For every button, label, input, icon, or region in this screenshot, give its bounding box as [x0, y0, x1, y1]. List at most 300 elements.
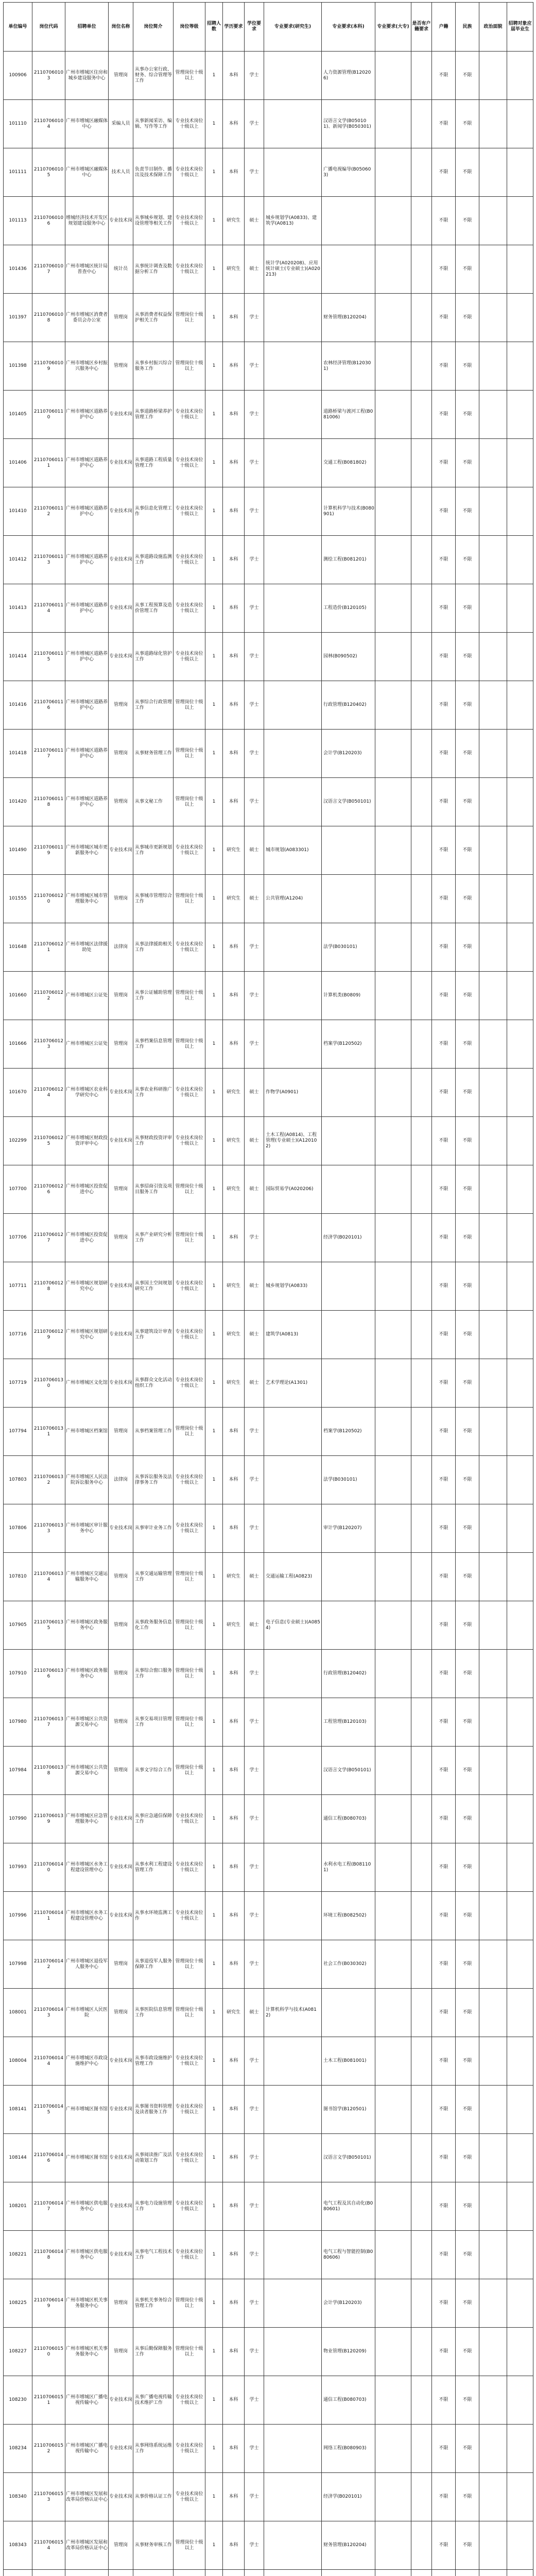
cell-fresh — [507, 1214, 533, 1262]
cell-hukou — [411, 1359, 432, 1408]
cell-unit-no: 108225 — [4, 2279, 32, 2328]
cell-hukou — [411, 2376, 432, 2425]
cell-edu: 研究生 — [223, 1165, 245, 1214]
cell-post-code: 21107060147 — [32, 2182, 65, 2231]
cell-post-code: 21107060109 — [32, 342, 65, 391]
cell-major-col — [375, 1359, 411, 1408]
cell-level: 管理岗位十级以上 — [174, 730, 205, 778]
table-row — [4, 2037, 533, 2086]
cell-post-code: 21107060118 — [32, 778, 65, 826]
cell-count: 1 — [205, 439, 223, 487]
cell-unit-no: 108144 — [4, 2134, 32, 2182]
cell-politics — [479, 1989, 507, 2037]
cell-employer: 广州市增城区道路养护中心 — [65, 487, 109, 536]
cell-employer: 广州市增城区广播电视传输中心 — [65, 2425, 109, 2473]
cell-post-code: 21107060121 — [32, 923, 65, 972]
header-ethnicity: 民族 — [456, 3, 479, 52]
cell-count: 1 — [205, 633, 223, 681]
header-major-college: 专业要求(大专) — [375, 3, 411, 52]
cell-level: 专业技术岗位十级以上 — [174, 1795, 205, 1843]
cell-hukou — [411, 1456, 432, 1504]
cell-degree: 硕士 — [245, 826, 264, 875]
table-row — [4, 1747, 533, 1795]
cell-fresh — [507, 100, 533, 148]
cell-major-grad — [264, 2182, 322, 2231]
table-header-row — [4, 3, 533, 52]
cell-huji: 不限 — [432, 1311, 456, 1359]
cell-unit-no: 101111 — [4, 148, 32, 197]
cell-edu: 本科 — [223, 1698, 245, 1747]
cell-unit-no: 101418 — [4, 730, 32, 778]
cell-count: 1 — [205, 1165, 223, 1214]
cell-major-col — [375, 2231, 411, 2279]
cell-employer: 广州市增城区市政设施维护中心 — [65, 2037, 109, 2086]
cell-politics — [479, 1843, 507, 1892]
table-row — [4, 2570, 533, 2576]
cell-huji: 不限 — [432, 439, 456, 487]
table-row — [4, 100, 533, 148]
cell-hukou — [411, 1069, 432, 1117]
cell-employer: 广州市增城区统计局普查中心 — [65, 245, 109, 294]
cell-major-col — [375, 1165, 411, 1214]
cell-edu: 研究生 — [223, 197, 245, 245]
cell-intro: 从事财务审核工作 — [133, 2521, 174, 2570]
cell-major-col — [375, 1311, 411, 1359]
cell-edu: 研究生 — [223, 1069, 245, 1117]
cell-post: 专业技术岗 — [109, 2086, 133, 2134]
cell-post-code: 21107060111 — [32, 439, 65, 487]
cell-huji: 不限 — [432, 487, 456, 536]
cell-huji: 不限 — [432, 1795, 456, 1843]
cell-post-code: 21107060128 — [32, 1262, 65, 1311]
cell-post-code: 21107060133 — [32, 1504, 65, 1553]
cell-huji: 不限 — [432, 1504, 456, 1553]
table-row — [4, 245, 533, 294]
cell-major-col — [375, 1601, 411, 1650]
cell-edu — [223, 2570, 245, 2576]
cell-intro: 从事消费者权益保护相关工作 — [133, 294, 174, 342]
cell-major-ug — [322, 1069, 375, 1117]
cell-nation: 不限 — [456, 245, 479, 294]
cell-level: 专业技术岗位十级以上 — [174, 1359, 205, 1408]
cell-unit-no: 101436 — [4, 245, 32, 294]
cell-hukou — [411, 487, 432, 536]
cell-major-ug: 经济学(B020101) — [322, 1214, 375, 1262]
cell-employer: 广州市增城区机关事务服务中心 — [65, 2279, 109, 2328]
cell-hukou — [411, 439, 432, 487]
cell-nation: 不限 — [456, 2037, 479, 2086]
cell-edu: 本科 — [223, 1408, 245, 1456]
cell-intro: 从事交易项目管理工作 — [133, 1698, 174, 1747]
cell-major-ug: 审计学(B120207) — [322, 1504, 375, 1553]
cell-unit-no: 101410 — [4, 487, 32, 536]
cell-level: 管理岗位十级以上 — [174, 1940, 205, 1989]
cell-hukou — [411, 1408, 432, 1456]
cell-major-grad — [264, 972, 322, 1020]
cell-hukou — [411, 826, 432, 875]
cell-unit-no: 101660 — [4, 972, 32, 1020]
cell-degree: 学士 — [245, 1020, 264, 1069]
cell-post: 专业技术岗 — [109, 633, 133, 681]
cell-politics — [479, 1795, 507, 1843]
cell-edu: 研究生 — [223, 1553, 245, 1601]
cell-major-grad — [264, 439, 322, 487]
cell-intro: 从事财务管理工作 — [133, 730, 174, 778]
cell-post: 管理岗 — [109, 1698, 133, 1747]
cell-level — [174, 2570, 205, 2576]
cell-employer: 广州市增城区人民医院 — [65, 1989, 109, 2037]
cell-unit-no: 108340 — [4, 2473, 32, 2521]
cell-unit-no: 107794 — [4, 1408, 32, 1456]
cell-politics — [479, 2134, 507, 2182]
cell-huji: 不限 — [432, 52, 456, 100]
cell-nation: 不限 — [456, 1553, 479, 1601]
cell-count: 1 — [205, 730, 223, 778]
cell-major-ug — [322, 1359, 375, 1408]
cell-count: 1 — [205, 826, 223, 875]
cell-hukou — [411, 1117, 432, 1165]
cell-huji: 不限 — [432, 2279, 456, 2328]
cell-politics — [479, 148, 507, 197]
cell-nation: 不限 — [456, 972, 479, 1020]
cell-major-col — [375, 2134, 411, 2182]
cell-level: 管理岗位十级以上 — [174, 1020, 205, 1069]
cell-level: 管理岗位十级以上 — [174, 1214, 205, 1262]
cell-post-code: 21107060150 — [32, 2328, 65, 2376]
cell-intro: 从事机关事务综合管理工作 — [133, 2279, 174, 2328]
cell-fresh — [507, 2376, 533, 2425]
cell-huji: 不限 — [432, 1165, 456, 1214]
cell-fresh — [507, 487, 533, 536]
cell-fresh — [507, 2570, 533, 2576]
cell-huji: 不限 — [432, 2134, 456, 2182]
table-row — [4, 1940, 533, 1989]
table-row — [4, 1601, 533, 1650]
cell-major-ug — [322, 1553, 375, 1601]
cell-huji: 不限 — [432, 875, 456, 923]
cell-huji: 不限 — [432, 2376, 456, 2425]
cell-count: 1 — [205, 1262, 223, 1311]
cell-huji: 不限 — [432, 2037, 456, 2086]
cell-post: 管理岗 — [109, 681, 133, 730]
cell-degree: 学士 — [245, 2328, 264, 2376]
cell-level: 管理岗位十级以上 — [174, 1698, 205, 1747]
cell-nation — [456, 2570, 479, 2576]
cell-nation: 不限 — [456, 826, 479, 875]
cell-degree: 学士 — [245, 730, 264, 778]
cell-employer: 广州市增城区公证处 — [65, 972, 109, 1020]
cell-huji: 不限 — [432, 1650, 456, 1698]
cell-hukou — [411, 2037, 432, 2086]
cell-count: 1 — [205, 1843, 223, 1892]
cell-major-col — [375, 1020, 411, 1069]
cell-post-code: 21107060112 — [32, 487, 65, 536]
cell-hukou — [411, 2231, 432, 2279]
cell-politics — [479, 2231, 507, 2279]
table-row — [4, 342, 533, 391]
table-row — [4, 2231, 533, 2279]
cell-post: 管理岗 — [109, 1553, 133, 1601]
cell-fresh — [507, 245, 533, 294]
cell-nation: 不限 — [456, 923, 479, 972]
cell-edu: 本科 — [223, 2086, 245, 2134]
cell-edu: 本科 — [223, 2134, 245, 2182]
table-row — [4, 1989, 533, 2037]
cell-politics — [479, 1940, 507, 1989]
cell-nation: 不限 — [456, 2182, 479, 2231]
cell-huji: 不限 — [432, 1359, 456, 1408]
cell-post: 专业技术岗 — [109, 1069, 133, 1117]
cell-huji: 不限 — [432, 1553, 456, 1601]
cell-intro: 从事道路工程质量管理工作 — [133, 439, 174, 487]
cell-major-grad — [264, 2037, 322, 2086]
cell-level: 管理岗位十级以上 — [174, 972, 205, 1020]
cell-fresh — [507, 2037, 533, 2086]
cell-level: 专业技术岗位十级以上 — [174, 1843, 205, 1892]
cell-intro: 从事档案管理工作 — [133, 1408, 174, 1456]
cell-major-col — [375, 1989, 411, 2037]
table-row — [4, 2182, 533, 2231]
cell-major-ug: 物业管理(B120209) — [322, 2328, 375, 2376]
cell-employer: 广州市增城区住房和城乡建设服务中心 — [65, 52, 109, 100]
cell-major-col — [375, 245, 411, 294]
cell-edu: 本科 — [223, 294, 245, 342]
cell-politics — [479, 2086, 507, 2134]
cell-hukou — [411, 391, 432, 439]
cell-intro: 从事电力设施管理工作 — [133, 2182, 174, 2231]
table-row — [4, 197, 533, 245]
cell-major-ug: 水利水电工程(B081101) — [322, 1843, 375, 1892]
cell-fresh — [507, 972, 533, 1020]
cell-unit-no: 108343 — [4, 2521, 32, 2570]
cell-huji: 不限 — [432, 2086, 456, 2134]
cell-intro: 从事国土空间规划研究工作 — [133, 1262, 174, 1311]
cell-major-ug: 法学(B030101) — [322, 923, 375, 972]
cell-fresh — [507, 633, 533, 681]
cell-major-ug: 园林(B090502) — [322, 633, 375, 681]
cell-major-grad — [264, 1408, 322, 1456]
cell-major-col — [375, 2037, 411, 2086]
cell-post-code: 21107060104 — [32, 100, 65, 148]
cell-count: 1 — [205, 391, 223, 439]
cell-edu: 本科 — [223, 1892, 245, 1940]
cell-hukou — [411, 1940, 432, 1989]
cell-fresh — [507, 584, 533, 633]
cell-politics — [479, 1020, 507, 1069]
cell-intro: 从事产业研究分析工作 — [133, 1214, 174, 1262]
cell-major-ug: 财务管理(B120204) — [322, 2521, 375, 2570]
cell-major-ug: 通信工程(B080703) — [322, 2376, 375, 2425]
cell-huji: 不限 — [432, 1262, 456, 1311]
cell-unit-no: 107984 — [4, 1747, 32, 1795]
cell-employer: 广州市增城区农业科学研究中心 — [65, 1069, 109, 1117]
cell-level: 专业技术岗位十级以上 — [174, 2134, 205, 2182]
cell-count: 1 — [205, 2231, 223, 2279]
cell-nation: 不限 — [456, 1698, 479, 1747]
cell-major-col — [375, 1504, 411, 1553]
cell-count: 1 — [205, 197, 223, 245]
cell-major-ug: 社会工作(B030302) — [322, 1940, 375, 1989]
cell-degree: 硕士 — [245, 1311, 264, 1359]
cell-hukou — [411, 294, 432, 342]
cell-unit-no: 101412 — [4, 536, 32, 584]
cell-fresh — [507, 197, 533, 245]
cell-nation: 不限 — [456, 100, 479, 148]
cell-degree: 学士 — [245, 487, 264, 536]
cell-post-code: 21107060105 — [32, 148, 65, 197]
table-row — [4, 923, 533, 972]
cell-intro: 从事工程预算及造价管理工作 — [133, 584, 174, 633]
cell-level: 专业技术岗位十级以上 — [174, 536, 205, 584]
cell-unit-no: 101490 — [4, 826, 32, 875]
cell-edu: 本科 — [223, 633, 245, 681]
cell-huji: 不限 — [432, 1117, 456, 1165]
cell-post: 法律岗 — [109, 923, 133, 972]
header-post-intro: 岗位简介 — [133, 3, 174, 52]
cell-employer: 广州市增城区道路养护中心 — [65, 536, 109, 584]
cell-major-ug: 测绘工程(B081201) — [322, 536, 375, 584]
cell-politics — [479, 2570, 507, 2576]
cell-intro: 从事网络系统运维工作 — [133, 2425, 174, 2473]
cell-level: 管理岗位十级以上 — [174, 1989, 205, 2037]
cell-edu: 本科 — [223, 1795, 245, 1843]
cell-post-code: 21107060113 — [32, 536, 65, 584]
cell-politics — [479, 1359, 507, 1408]
cell-edu: 本科 — [223, 778, 245, 826]
cell-intro: 从事价格认证工作 — [133, 2473, 174, 2521]
cell-politics — [479, 536, 507, 584]
cell-nation: 不限 — [456, 1117, 479, 1165]
table-row — [4, 972, 533, 1020]
cell-politics — [479, 1262, 507, 1311]
cell-major-ug: 汉语言文学(B050101) — [322, 1747, 375, 1795]
cell-major-col — [375, 1408, 411, 1456]
cell-politics — [479, 2425, 507, 2473]
cell-major-grad — [264, 148, 322, 197]
cell-count: 1 — [205, 342, 223, 391]
cell-nation: 不限 — [456, 1795, 479, 1843]
header-employer: 招聘单位 — [65, 3, 109, 52]
cell-fresh — [507, 1795, 533, 1843]
cell-major-grad — [264, 1843, 322, 1892]
cell-fresh — [507, 1989, 533, 2037]
cell-politics — [479, 294, 507, 342]
cell-hukou — [411, 778, 432, 826]
cell-employer: 广州市增城区法律援助处 — [65, 923, 109, 972]
cell-politics — [479, 778, 507, 826]
cell-hukou — [411, 245, 432, 294]
cell-intro: 从事信息化管理工作 — [133, 487, 174, 536]
cell-post: 专业技术岗 — [109, 197, 133, 245]
cell-intro: 从事统计调查及数据分析工作 — [133, 245, 174, 294]
cell-major-col — [375, 2376, 411, 2425]
cell-major-ug — [322, 1311, 375, 1359]
table-row — [4, 52, 533, 100]
cell-unit-no: 107998 — [4, 1940, 32, 1989]
cell-count: 1 — [205, 681, 223, 730]
cell-hukou — [411, 1698, 432, 1747]
cell-major-ug: 档案学(B120502) — [322, 1408, 375, 1456]
cell-major-grad — [264, 342, 322, 391]
cell-fresh — [507, 1020, 533, 1069]
cell-post-code: 21107060122 — [32, 972, 65, 1020]
cell-employer: 广州市增城区供电服务中心 — [65, 2182, 109, 2231]
cell-intro: 从事公证辅助管理工作 — [133, 972, 174, 1020]
cell-post-code: 21107060135 — [32, 1601, 65, 1650]
cell-major-grad — [264, 391, 322, 439]
cell-post: 专业技术岗 — [109, 1262, 133, 1311]
cell-post-code: 21107060149 — [32, 2279, 65, 2328]
cell-major-col — [375, 2086, 411, 2134]
header-hukou: 户籍 — [432, 3, 456, 52]
cell-edu: 研究生 — [223, 1311, 245, 1359]
cell-edu: 研究生 — [223, 1359, 245, 1408]
cell-nation: 不限 — [456, 487, 479, 536]
cell-fresh — [507, 1747, 533, 1795]
cell-post: 管理岗 — [109, 2328, 133, 2376]
cell-count: 1 — [205, 2037, 223, 2086]
cell-degree: 学士 — [245, 972, 264, 1020]
cell-degree: 学士 — [245, 2182, 264, 2231]
cell-hukou — [411, 923, 432, 972]
cell-huji: 不限 — [432, 923, 456, 972]
cell-edu: 本科 — [223, 2376, 245, 2425]
cell-fresh — [507, 1940, 533, 1989]
cell-major-col — [375, 1262, 411, 1311]
cell-count: 1 — [205, 148, 223, 197]
cell-count: 1 — [205, 100, 223, 148]
cell-unit-no: 108221 — [4, 2231, 32, 2279]
cell-intro: 从事乡村振兴综合服务工作 — [133, 342, 174, 391]
cell-edu: 本科 — [223, 730, 245, 778]
cell-count: 1 — [205, 487, 223, 536]
cell-politics — [479, 197, 507, 245]
header-major-undergrad: 专业要求(本科) — [322, 3, 375, 52]
cell-intro: 负责节目制作、播出及技术保障工作 — [133, 148, 174, 197]
cell-major-col — [375, 1698, 411, 1747]
cell-major-ug: 电气工程及其自动化(B080601) — [322, 2182, 375, 2231]
cell-major-ug: 道路桥梁与渡河工程(B081006) — [322, 391, 375, 439]
table-row — [4, 1214, 533, 1262]
cell-count: 1 — [205, 2376, 223, 2425]
cell-post: 专业技术岗 — [109, 536, 133, 584]
cell-huji: 不限 — [432, 2231, 456, 2279]
cell-degree: 学士 — [245, 584, 264, 633]
cell-employer: 广州市增城区图书馆 — [65, 2086, 109, 2134]
cell-count: 1 — [205, 2086, 223, 2134]
cell-post: 管理岗 — [109, 875, 133, 923]
cell-post: 统计员 — [109, 245, 133, 294]
cell-major-ug — [322, 245, 375, 294]
cell-level: 专业技术岗位十级以上 — [174, 1456, 205, 1504]
cell-major-col — [375, 439, 411, 487]
cell-unit-no: 108141 — [4, 2086, 32, 2134]
cell-unit-no: 101648 — [4, 923, 32, 972]
cell-post: 专业技术岗 — [109, 487, 133, 536]
cell-politics — [479, 1747, 507, 1795]
cell-major-ug — [322, 1165, 375, 1214]
cell-post: 管理岗 — [109, 972, 133, 1020]
cell-level: 专业技术岗位十级以上 — [174, 2231, 205, 2279]
cell-nation: 不限 — [456, 2231, 479, 2279]
cell-major-grad — [264, 2231, 322, 2279]
cell-politics — [479, 972, 507, 1020]
cell-politics — [479, 2037, 507, 2086]
cell-post: 专业技术岗 — [109, 1311, 133, 1359]
cell-count: 1 — [205, 1311, 223, 1359]
cell-post-code: 21107060119 — [32, 826, 65, 875]
cell-hukou — [411, 875, 432, 923]
